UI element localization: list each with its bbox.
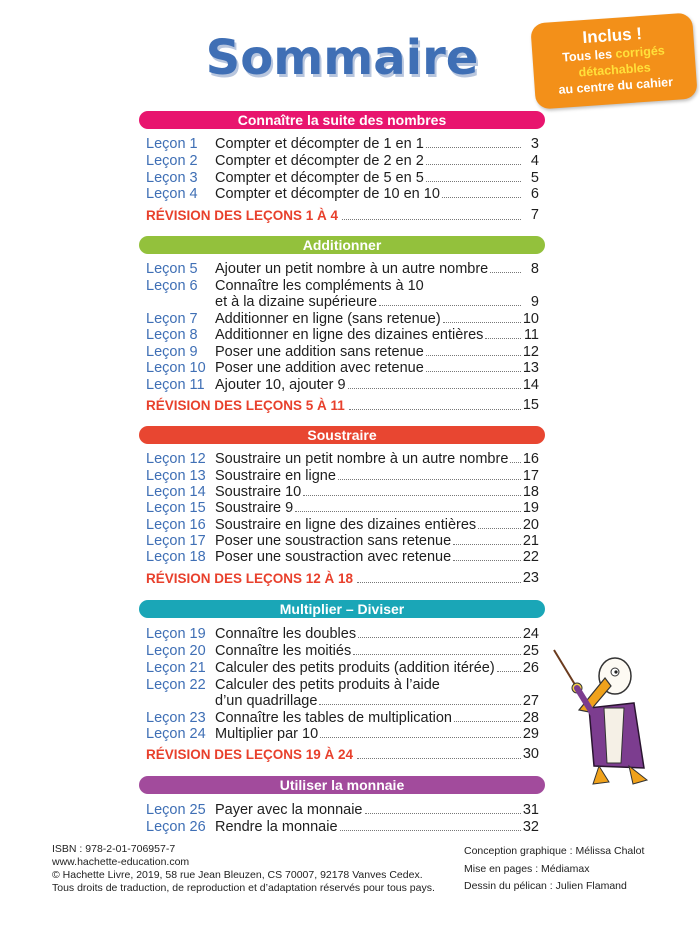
pelican-shirt	[604, 708, 624, 763]
lesson-title: Ajouter un petit nombre à un autre nombre	[215, 261, 489, 277]
pelican-illustration	[549, 648, 669, 788]
section-header-addition: Additionner	[139, 236, 545, 254]
lesson-label: Leçon 11	[146, 377, 205, 393]
lesson-page: 28	[522, 710, 539, 726]
lesson-row[interactable]	[146, 643, 539, 660]
pelican-foot-left	[593, 766, 609, 784]
lesson-title: Connaître les tables de multiplication	[215, 710, 452, 726]
lesson-title: Poser une soustraction avec retenue	[215, 549, 452, 565]
leader-dots	[453, 560, 521, 561]
lesson-row-continued[interactable]	[146, 294, 539, 311]
leader-dots	[357, 582, 521, 583]
lesson-row[interactable]	[146, 500, 539, 517]
badge-line-4: au centre du cahier	[558, 74, 674, 97]
included-badge	[530, 12, 698, 109]
lesson-page: 19	[522, 500, 539, 516]
lesson-page: 6	[530, 186, 539, 202]
leader-dots	[426, 371, 521, 372]
lesson-row[interactable]	[146, 533, 539, 550]
lesson-title: Payer avec la monnaie	[215, 802, 363, 818]
leader-dots	[365, 813, 522, 814]
lesson-title: Calculer des petits produits à l’aide	[215, 677, 440, 693]
lesson-label: Leçon 1	[146, 136, 198, 152]
footer-rights: Tous droits de traduction, de reproduction et d’adaptation réservés pour tous pays.	[52, 882, 435, 894]
lesson-label: Leçon 26	[146, 819, 206, 835]
leader-dots	[340, 830, 521, 831]
lesson-page: 18	[522, 484, 539, 500]
lesson-row[interactable]	[146, 327, 539, 344]
lesson-row[interactable]	[146, 311, 539, 328]
lesson-title: Connaître les compléments à 10	[215, 278, 424, 294]
lesson-title: Soustraire un petit nombre à un autre nombre	[215, 451, 509, 467]
lesson-page: 10	[522, 311, 539, 327]
lesson-page: 22	[522, 549, 539, 565]
lesson-row[interactable]	[146, 153, 539, 170]
leader-dots	[485, 338, 521, 339]
leader-dots	[497, 671, 521, 672]
lesson-page: 12	[522, 344, 539, 360]
badge-text: Tous les	[561, 46, 616, 65]
lesson-row[interactable]	[146, 677, 539, 694]
lesson-label: Leçon 19	[146, 626, 206, 642]
pelican-pupil	[614, 670, 617, 673]
lesson-label: Leçon 4	[146, 186, 198, 202]
badge-highlight: corrigés	[614, 43, 666, 61]
lesson-row[interactable]	[146, 710, 539, 727]
leader-dots	[342, 219, 521, 220]
lesson-title-continued: d’un quadrillage	[215, 693, 318, 709]
lesson-row[interactable]	[146, 819, 539, 836]
lesson-label: Leçon 21	[146, 660, 206, 676]
revision-title: RÉVISION DES LEÇONS 1 À 4	[146, 208, 339, 223]
lesson-title: Soustraire 10	[215, 484, 302, 500]
lesson-row-continued[interactable]	[146, 693, 539, 710]
lesson-page: 3	[530, 136, 539, 152]
lesson-row[interactable]	[146, 186, 539, 203]
lesson-label: Leçon 17	[146, 533, 206, 549]
section-header-numbers: Connaître la suite des nombres	[139, 111, 545, 129]
lesson-title: Additionner en ligne des dizaines entières	[215, 327, 484, 343]
lesson-title: Compter et décompter de 5 en 5	[215, 170, 424, 186]
lesson-page: 4	[530, 153, 539, 169]
lesson-row[interactable]	[146, 517, 539, 534]
pointer-stick	[554, 650, 577, 688]
leader-dots	[454, 721, 521, 722]
lesson-page: 24	[522, 626, 539, 642]
leader-dots	[319, 704, 521, 705]
leader-dots	[320, 737, 521, 738]
revision-page: 7	[530, 207, 539, 223]
lesson-title: Calculer des petits produits (addition itérée)	[215, 660, 495, 676]
page-title: Sommaire	[205, 30, 479, 86]
lesson-label: Leçon 14	[146, 484, 206, 500]
revision-page: 23	[522, 570, 539, 586]
footer-credit-design: Conception graphique : Mélissa Chalot	[464, 845, 645, 857]
section-header-money: Utiliser la monnaie	[139, 776, 545, 794]
lesson-label: Leçon 25	[146, 802, 206, 818]
lesson-page: 16	[522, 451, 539, 467]
lesson-page: 14	[522, 377, 539, 393]
lesson-label: Leçon 7	[146, 311, 198, 327]
lesson-title: Connaître les moitiés	[215, 643, 352, 659]
revision-title: RÉVISION DES LEÇONS 19 À 24	[146, 747, 354, 762]
lesson-row[interactable]	[146, 484, 539, 501]
revision-page: 30	[522, 746, 539, 762]
leader-dots	[303, 495, 521, 496]
lesson-page: 25	[522, 643, 539, 659]
lesson-row[interactable]	[146, 468, 539, 485]
lesson-label: Leçon 5	[146, 261, 198, 277]
lesson-title: Compter et décompter de 10 en 10	[215, 186, 440, 202]
lesson-label: Leçon 2	[146, 153, 198, 169]
revision-title: RÉVISION DES LEÇONS 5 À 11	[146, 398, 345, 413]
lesson-page: 9	[530, 294, 539, 310]
lesson-page: 17	[522, 468, 539, 484]
lesson-label: Leçon 22	[146, 677, 206, 693]
leader-dots	[426, 355, 521, 356]
lesson-page: 32	[522, 819, 539, 835]
leader-dots	[443, 322, 521, 323]
leader-dots	[510, 462, 521, 463]
lesson-title: Poser une addition sans retenue	[215, 344, 424, 360]
lesson-title: Soustraire en ligne des dizaines entières	[215, 517, 477, 533]
lesson-page: 31	[522, 802, 539, 818]
lesson-title: Soustraire en ligne	[215, 468, 336, 484]
lesson-label: Leçon 24	[146, 726, 206, 742]
badge-line-3: détachables	[578, 60, 652, 80]
lesson-page: 27	[522, 693, 539, 709]
lesson-page: 26	[522, 660, 539, 676]
lesson-row[interactable]	[146, 549, 539, 566]
lesson-row[interactable]	[146, 261, 539, 278]
badge-title: Inclus !	[581, 24, 643, 48]
lesson-label: Leçon 6	[146, 278, 198, 294]
lesson-title: Compter et décompter de 2 en 2	[215, 153, 424, 169]
revision-row[interactable]	[146, 397, 539, 414]
lesson-title-continued: et à la dizaine supérieure	[215, 294, 378, 310]
lesson-row[interactable]	[146, 726, 539, 743]
lesson-page: 8	[530, 261, 539, 277]
lesson-label: Leçon 8	[146, 327, 198, 343]
lesson-title: Poser une addition avec retenue	[215, 360, 424, 376]
lesson-label: Leçon 23	[146, 710, 206, 726]
lesson-title: Compter et décompter de 1 en 1	[215, 136, 424, 152]
lesson-row[interactable]	[146, 344, 539, 361]
leader-dots	[442, 197, 521, 198]
footer-credit-layout: Mise en pages : Médiamax	[464, 863, 590, 875]
lesson-title: Rendre la monnaie	[215, 819, 338, 835]
revision-title: RÉVISION DES LEÇONS 12 À 18	[146, 571, 354, 586]
leader-dots	[338, 479, 521, 480]
leader-dots	[358, 637, 521, 638]
lesson-label: Leçon 16	[146, 517, 206, 533]
lesson-row[interactable]	[146, 626, 539, 643]
lesson-label: Leçon 13	[146, 468, 206, 484]
lesson-title: Connaître les doubles	[215, 626, 357, 642]
lesson-title: Additionner en ligne (sans retenue)	[215, 311, 441, 327]
lesson-label: Leçon 3	[146, 170, 198, 186]
lesson-label: Leçon 10	[146, 360, 206, 376]
revision-row[interactable]	[146, 207, 539, 224]
lesson-row[interactable]	[146, 360, 539, 377]
lesson-page: 29	[522, 726, 539, 742]
section-header-multiply-divide: Multiplier – Diviser	[139, 600, 545, 618]
lesson-row[interactable]	[146, 278, 539, 295]
lesson-row[interactable]	[146, 802, 539, 819]
lesson-row[interactable]	[146, 136, 539, 153]
lesson-title: Multiplier par 10	[215, 726, 319, 742]
lesson-label: Leçon 20	[146, 643, 206, 659]
leader-dots	[490, 272, 521, 273]
lesson-title: Soustraire 9	[215, 500, 294, 516]
leader-dots	[295, 511, 521, 512]
revision-row[interactable]	[146, 746, 539, 763]
lesson-row[interactable]	[146, 377, 539, 394]
section-header-subtraction: Soustraire	[139, 426, 545, 444]
lesson-row[interactable]	[146, 170, 539, 187]
footer-isbn: ISBN : 978-2-01-706957-7	[52, 843, 176, 855]
lesson-title: Poser une soustraction sans retenue	[215, 533, 452, 549]
revision-page: 15	[522, 397, 539, 413]
leader-dots	[379, 305, 521, 306]
lesson-row[interactable]	[146, 660, 539, 677]
lesson-label: Leçon 9	[146, 344, 198, 360]
leader-dots	[453, 544, 521, 545]
leader-dots	[426, 147, 521, 148]
leader-dots	[357, 758, 521, 759]
leader-dots	[353, 654, 521, 655]
leader-dots	[349, 409, 521, 410]
lesson-page: 11	[523, 327, 539, 343]
footer-copyright: © Hachette Livre, 2019, 58 rue Jean Bleuzen, CS 70007, 92178 Vanves Cedex.	[52, 869, 423, 881]
leader-dots	[426, 181, 521, 182]
leader-dots	[478, 528, 521, 529]
footer-credit-drawing: Dessin du pélican : Julien Flamand	[464, 880, 627, 892]
lesson-label: Leçon 12	[146, 451, 206, 467]
leader-dots	[348, 388, 521, 389]
lesson-title: Ajouter 10, ajouter 9	[215, 377, 346, 393]
lesson-row[interactable]	[146, 451, 539, 468]
revision-row[interactable]	[146, 570, 539, 587]
lesson-page: 21	[522, 533, 539, 549]
lesson-label: Leçon 18	[146, 549, 206, 565]
lesson-label: Leçon 15	[146, 500, 206, 516]
lesson-page: 5	[530, 170, 539, 186]
leader-dots	[426, 164, 521, 165]
footer-website[interactable]: www.hachette-education.com	[52, 856, 190, 868]
lesson-page: 13	[522, 360, 539, 376]
lesson-page: 20	[522, 517, 539, 533]
